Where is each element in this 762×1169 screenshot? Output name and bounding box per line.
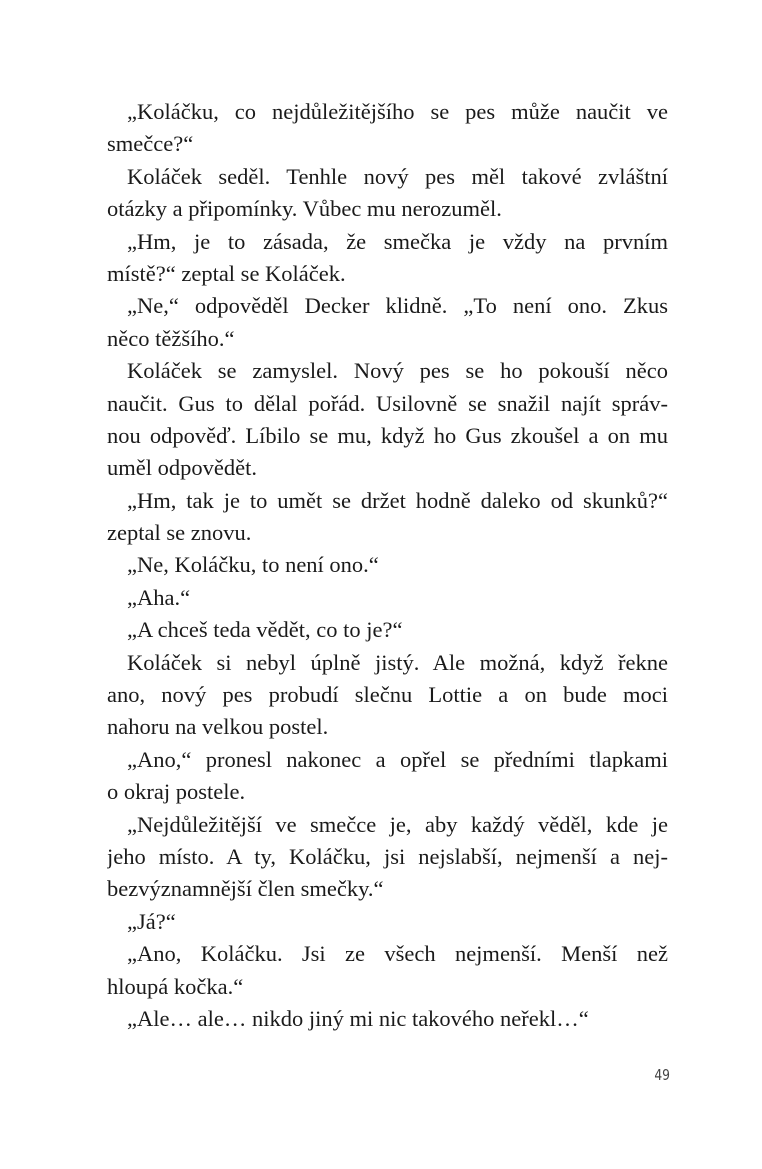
text-line: „Aha.“ [127, 584, 191, 610]
text-line: „Ne,“ odpověděl Decker klidně. „To není ono. Zkus [127, 293, 668, 319]
text-line: „Ne, Koláčku, to není ono.“ [127, 552, 379, 578]
text-line: „Ano, Koláčku. Jsi ze všech nejmenší. Menší než [127, 941, 668, 967]
text-line: „Já?“ [127, 908, 176, 934]
body-text [107, 96, 668, 1035]
text-line: něco těžšího.“ [107, 325, 235, 351]
text-line: uměl odpovědět. [107, 455, 257, 481]
text-line: hloupá kočka.“ [107, 973, 244, 999]
text-line: Koláček seděl. Tenhle nový pes měl takové zvláštní [127, 163, 668, 189]
text-line: o okraj postele. [107, 779, 246, 805]
text-line: jeho místo. A ty, Koláčku, jsi nejslabší, nejmenší a nej- [107, 843, 668, 869]
text-line: otázky a připomínky. Vůbec mu nerozuměl. [107, 196, 502, 222]
page-number: 49 [654, 1066, 670, 1084]
text-line: nou odpověď. Líbilo se mu, když ho Gus zkoušel a on mu [107, 422, 668, 448]
text-line: zeptal se znovu. [107, 520, 252, 546]
text-line: „Hm, je to zásada, že smečka je vždy na prvním [127, 228, 668, 254]
text-line: místě?“ zeptal se Koláček. [107, 260, 346, 286]
text-line: „Nejdůležitější ve smečce je, aby každý věděl, kde je [127, 811, 668, 837]
text-line: „Hm, tak je to umět se držet hodně daleko od skunků?“ [127, 487, 668, 513]
text-line: bezvýznamnější člen smečky.“ [107, 876, 384, 902]
text-line: „Ano,“ pronesl nakonec a opřel se předními tlapkami [127, 746, 668, 772]
text-line: smečce?“ [107, 131, 194, 157]
text-line: nahoru na velkou postel. [107, 714, 329, 740]
text-line: naučit. Gus to dělal pořád. Usilovně se snažil najít správ- [107, 390, 668, 416]
text-line: ano, nový pes probudí slečnu Lottie a on bude moci [107, 682, 668, 708]
text-line: „Ale… ale… nikdo jiný mi nic takového neřekl…“ [127, 1005, 589, 1031]
text-line: Koláček si nebyl úplně jistý. Ale možná, když řekne [127, 649, 668, 675]
text-line: Koláček se zamyslel. Nový pes se ho pokouší něco [127, 358, 668, 384]
text-line: „A chceš teda vědět, co to je?“ [127, 617, 403, 643]
text-line: „Koláčku, co nejdůležitějšího se pes může naučit ve [127, 99, 668, 124]
